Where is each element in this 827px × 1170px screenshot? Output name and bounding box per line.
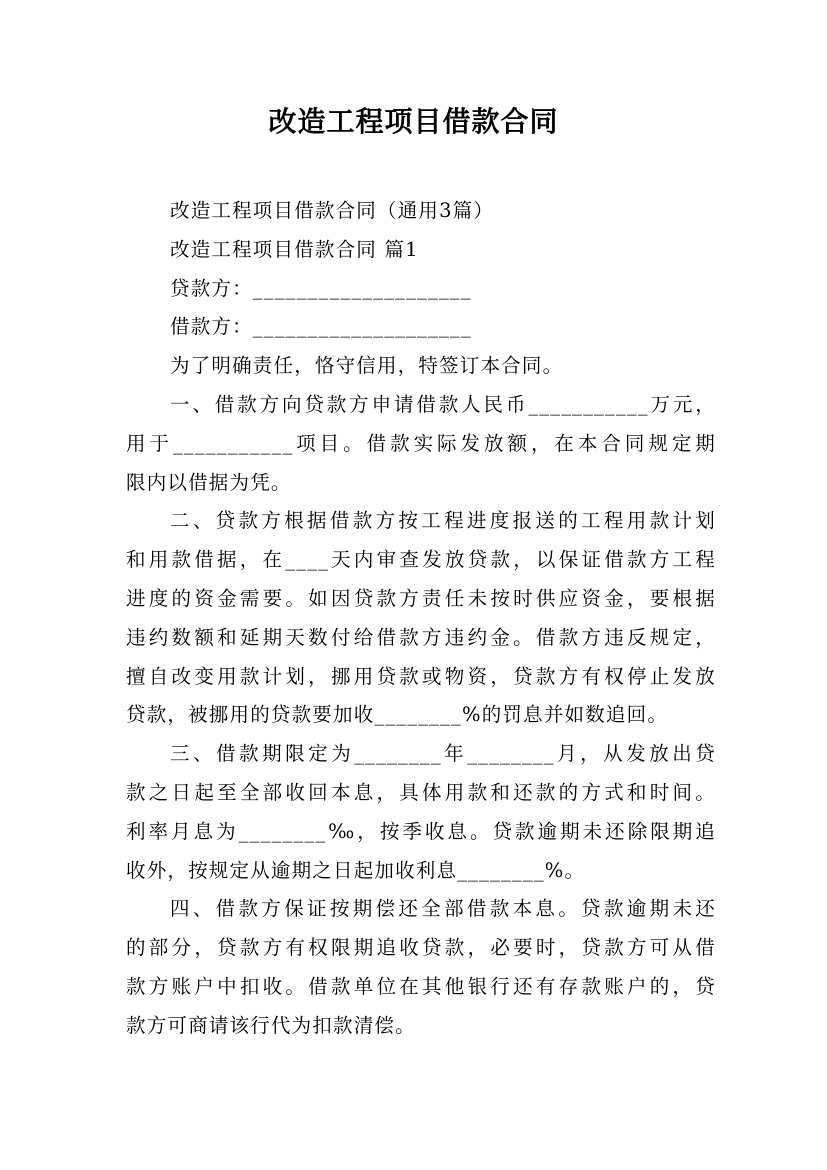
text-line: 的部分，贷款方有权限期追收贷款，必要时，贷款方可从借 — [126, 936, 716, 960]
document-title: 改造工程项目借款合同 — [268, 105, 559, 138]
text-line: 借款方：____________________ — [170, 315, 472, 339]
text-line: 款方账户中扣收。借款单位在其他银行还有存款账户的，贷 — [126, 974, 716, 998]
text-line: 收外，按规定从逾期之日起加收利息________%。 — [126, 858, 586, 882]
text-line: 改造工程项目借款合同（通用3篇） — [170, 199, 495, 222]
text-line: 和用款借据，在____天内审查发放贷款，以保证借款方工程 — [126, 548, 716, 572]
text-line: 一、借款方向贷款方申请借款人民币___________万元， — [170, 392, 716, 416]
text-line: 进度的资金需要。如因贷款方责任未按时供应资金，要根据 — [126, 586, 716, 610]
text-line: 贷款，被挪用的贷款要加收________%的罚息并如数追回。 — [126, 703, 669, 727]
text-line: 为了明确责任，恪守信用，特签订本合同。 — [170, 354, 564, 378]
text-line: 款方可商请该行代为扣款清偿。 — [126, 1013, 416, 1037]
text-line: 款之日起至全部收回本息，具体用款和还款的方式和时间。 — [126, 780, 716, 804]
text-line: 四、借款方保证按期偿还全部借款本息。贷款逾期未还 — [170, 897, 716, 921]
text-line: 限内以借据为凭。 — [126, 470, 292, 494]
document-body — [126, 192, 716, 1046]
text-line: 违约数额和延期天数付给借款方违约金。借款方违反规定， — [126, 625, 716, 649]
text-line: 用于___________项目。借款实际发放额，在本合同规定期 — [126, 431, 716, 455]
text-line: 改造工程项目借款合同 篇1 — [170, 237, 419, 261]
text-line: 擅自改变用款计划，挪用贷款或物资，贷款方有权停止发放 — [126, 664, 716, 688]
text-line: 二、贷款方根据借款方按工程进度报送的工程用款计划 — [170, 509, 716, 533]
text-line: 利率月息为________‰，按季收息。贷款逾期未还除限期追 — [126, 819, 716, 843]
text-line: 三、借款期限定为________年________月，从发放出贷 — [170, 742, 716, 766]
text-line: 贷款方：____________________ — [170, 276, 472, 300]
